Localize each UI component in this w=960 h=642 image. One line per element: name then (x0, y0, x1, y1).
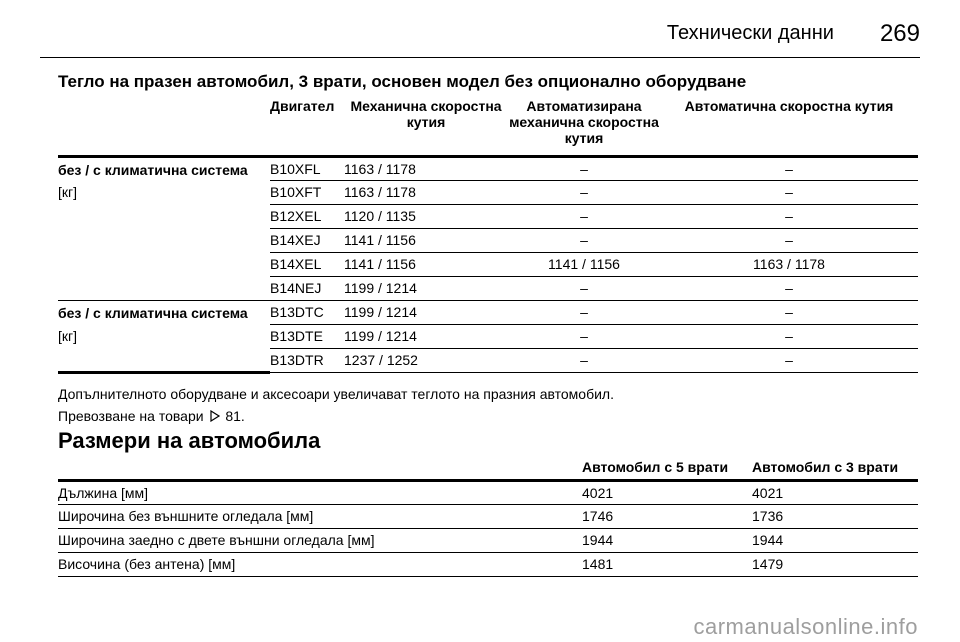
dimension-5door: 1481 (582, 552, 752, 576)
table-row (58, 528, 918, 552)
dimension-3door: 1479 (752, 552, 918, 576)
automated-cell: – (508, 204, 660, 228)
weights-header-automated: Автоматизирана механична скоростна кутия (508, 94, 660, 156)
dimension-label: Височина (без антена) [мм] (58, 552, 582, 576)
table-row (58, 156, 918, 180)
table-row (58, 348, 918, 372)
group-condition: без / с климатична система (58, 161, 248, 178)
automated-cell: 1141 / 1156 (508, 252, 660, 276)
dimensions-header-3door: Автомобил с 3 врати (752, 456, 918, 480)
group-spacer (58, 276, 270, 300)
note-extra-equipment: Допълнителното оборудване и аксесоари увеличават теглото на празния автомобил. (58, 386, 614, 402)
weights-title: Тегло на празен автомобил, 3 врати, основен модел без опционално оборудване (58, 72, 747, 91)
dimensions-header-row (58, 456, 918, 480)
engine-cell: B12XEL (270, 204, 344, 228)
group-spacer (58, 348, 270, 372)
dimension-5door: 1944 (582, 528, 752, 552)
table-row (58, 228, 918, 252)
table-row (58, 552, 918, 576)
engine-cell: B10XFL (270, 156, 344, 180)
group-unit: [кг] (58, 184, 78, 200)
automated-cell: – (508, 180, 660, 204)
automated-cell: – (508, 276, 660, 300)
header-title: Технически данни (666, 22, 834, 44)
table-row (58, 324, 918, 348)
group-condition: без / с климатична система (58, 304, 248, 321)
page-header (40, 14, 920, 58)
manual-cell: 1199 / 1214 (344, 276, 508, 300)
manual-cell: 1120 / 1135 (344, 204, 508, 228)
group-spacer (58, 252, 270, 276)
table-row (58, 180, 918, 204)
page-number: 269 (879, 19, 920, 47)
note-cargo-text: Превозване на товари (58, 408, 204, 424)
note-cargo-ref: 81. (225, 408, 245, 424)
automatic-cell: – (660, 348, 918, 372)
table-row (58, 276, 918, 300)
dimension-label: Широчина заедно с двете външни огледала [мм] (58, 528, 582, 552)
dimension-3door: 1736 (752, 504, 918, 528)
dimension-label: Дължина [мм] (58, 480, 582, 504)
table-row (58, 504, 918, 528)
manual-cell: 1199 / 1214 (344, 300, 508, 324)
watermark: carmanualsonline.info (693, 614, 918, 639)
table-row (58, 480, 918, 504)
manual-cell: 1199 / 1214 (344, 324, 508, 348)
engine-cell: B13DTR (270, 348, 344, 372)
manual-cell: 1237 / 1252 (344, 348, 508, 372)
weights-header-row (58, 94, 918, 156)
manual-cell: 1163 / 1178 (344, 180, 508, 204)
dimension-label: Широчина без външните огледала [мм] (58, 504, 582, 528)
automated-cell: – (508, 228, 660, 252)
engine-cell: B14NEJ (270, 276, 344, 300)
engine-cell: B14XEL (270, 252, 344, 276)
automatic-cell: – (660, 276, 918, 300)
weights-header-manual: Механична скоростна кутия (344, 94, 508, 156)
engine-cell: B10XFT (270, 180, 344, 204)
automated-cell: – (508, 324, 660, 348)
automatic-cell: 1163 / 1178 (660, 252, 918, 276)
automatic-cell: – (660, 300, 918, 324)
manual-cell: 1163 / 1178 (344, 156, 508, 180)
table-row (58, 252, 918, 276)
group-spacer (58, 228, 270, 252)
weights-header-engine: Двигател (270, 94, 344, 156)
dimension-3door: 1944 (752, 528, 918, 552)
automated-cell: – (508, 348, 660, 372)
weights-header-empty (58, 94, 270, 156)
engine-cell: B13DTE (270, 324, 344, 348)
manual-cell: 1141 / 1156 (344, 228, 508, 252)
automatic-cell: – (660, 228, 918, 252)
dimensions-title: Размери на автомобила (58, 428, 321, 453)
note-cargo-link[interactable] (58, 408, 245, 424)
table-row (58, 204, 918, 228)
dimension-5door: 1746 (582, 504, 752, 528)
weights-table (58, 94, 918, 374)
dimension-5door: 4021 (582, 480, 752, 504)
dimensions-header-label (58, 456, 582, 480)
automatic-cell: – (660, 204, 918, 228)
table-row (58, 300, 918, 324)
reference-arrow-icon (209, 410, 221, 422)
manual-cell: 1141 / 1156 (344, 252, 508, 276)
automatic-cell: – (660, 180, 918, 204)
group-spacer (58, 204, 270, 228)
automated-cell: – (508, 156, 660, 180)
group-unit: [кг] (58, 328, 78, 344)
automatic-cell: – (660, 324, 918, 348)
engine-cell: B14XEJ (270, 228, 344, 252)
dimensions-header-5door: Автомобил с 5 врати (582, 456, 752, 480)
automatic-cell: – (660, 156, 918, 180)
dimensions-table (58, 456, 918, 577)
engine-cell: B13DTC (270, 300, 344, 324)
weights-header-automatic: Автоматична скоростна кутия (660, 94, 918, 156)
automated-cell: – (508, 300, 660, 324)
dimension-3door: 4021 (752, 480, 918, 504)
